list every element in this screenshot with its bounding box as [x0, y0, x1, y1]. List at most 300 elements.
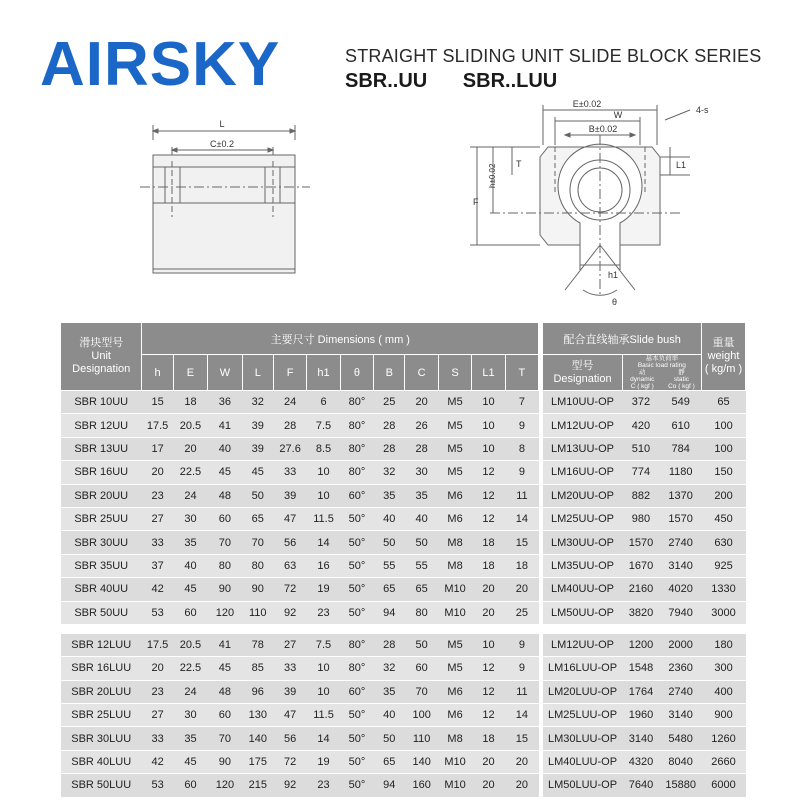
- table-cell: 28: [273, 414, 306, 437]
- table-cell: 65: [374, 578, 405, 601]
- table-cell: 70: [405, 680, 438, 703]
- table-cell: 33: [142, 531, 173, 554]
- table-row: [61, 391, 746, 414]
- table-cell: 1330: [702, 578, 746, 601]
- table-row: [61, 633, 746, 656]
- table-cell: 2000: [660, 633, 702, 656]
- table-cell: 784: [660, 437, 702, 460]
- table-cell: 2740: [660, 680, 702, 703]
- table-cell: 50°: [340, 750, 373, 773]
- table-cell: 30: [173, 507, 207, 530]
- table-row: [61, 507, 746, 530]
- table-cell: 40: [208, 437, 242, 460]
- table-cell: 9: [505, 633, 539, 656]
- unit-designation-cell: SBR 25LUU: [61, 704, 142, 727]
- table-cell: 12: [472, 484, 505, 507]
- table-cell: 1260: [702, 727, 746, 750]
- header-weight-cn: 重量: [712, 337, 735, 349]
- table-row: [61, 704, 746, 727]
- header-bush-model-cn: 型号: [571, 359, 594, 372]
- table-cell: 39: [273, 484, 306, 507]
- header-col-s: S: [438, 355, 471, 391]
- table-cell: 50°: [340, 727, 373, 750]
- table-cell: 120: [208, 601, 242, 624]
- table-cell: 7: [505, 391, 539, 414]
- table-cell: 3140: [622, 727, 660, 750]
- table-cell: 20.5: [173, 633, 207, 656]
- table-cell: 53: [142, 601, 173, 624]
- table-cell: 15880: [660, 774, 702, 797]
- table-cell: 60: [173, 601, 207, 624]
- table-cell: 300: [702, 657, 746, 680]
- table-cell: M8: [438, 554, 471, 577]
- header-load-rating: [622, 355, 701, 391]
- table-row: [61, 750, 746, 773]
- table-cell: 50°: [340, 704, 373, 727]
- table-row: [61, 774, 746, 797]
- dim-t-label: T: [516, 159, 522, 169]
- table-cell: 32: [242, 391, 273, 414]
- table-cell: 60: [405, 657, 438, 680]
- header-dynamic-unit: C ( kgf ): [630, 383, 654, 390]
- table-cell: 47: [273, 704, 306, 727]
- front-view-drawing: [470, 105, 690, 295]
- header-weight-unit: ( kg/m ): [704, 363, 743, 375]
- header-static-unit: Co ( kgf ): [668, 383, 695, 390]
- bush-designation-cell: LM16LUU-OP: [543, 657, 622, 680]
- bush-designation-cell: LM30UU-OP: [543, 531, 622, 554]
- header-unit-cn: 滑块型号: [79, 337, 124, 349]
- table-cell: 1764: [622, 680, 660, 703]
- table-cell: 50: [374, 531, 405, 554]
- table-cell: 80°: [340, 391, 373, 414]
- table-cell: 63: [273, 554, 306, 577]
- table-cell: 20: [142, 461, 173, 484]
- table-row: [61, 414, 746, 437]
- header-col-l1: L1: [472, 355, 505, 391]
- table-cell: 37: [142, 554, 173, 577]
- table-cell: 20: [472, 774, 505, 797]
- table-cell: 80°: [340, 657, 373, 680]
- table-cell: 140: [405, 750, 438, 773]
- table-cell: 200: [702, 484, 746, 507]
- table-cell: 70: [208, 727, 242, 750]
- unit-designation-cell: SBR 35UU: [61, 554, 142, 577]
- table-cell: 980: [622, 507, 660, 530]
- table-cell: 50: [374, 727, 405, 750]
- table-cell: M5: [438, 461, 471, 484]
- table-cell: 60°: [340, 680, 373, 703]
- table-cell: 50°: [340, 578, 373, 601]
- table-cell: 18: [472, 727, 505, 750]
- table-cell: 35: [405, 484, 438, 507]
- bush-designation-cell: LM20UU-OP: [543, 484, 622, 507]
- table-cell: 24: [173, 680, 207, 703]
- table-cell: 12: [472, 461, 505, 484]
- table-cell: 20: [505, 578, 539, 601]
- unit-designation-cell: SBR 40LUU: [61, 750, 142, 773]
- header-static: [662, 369, 701, 390]
- table-cell: 90: [208, 578, 242, 601]
- table-cell: 175: [242, 750, 273, 773]
- table-cell: 50°: [340, 601, 373, 624]
- table-cell: 92: [273, 774, 306, 797]
- dim-c-label: C±0.2: [210, 139, 234, 149]
- series-title: STRAIGHT SLIDING UNIT SLIDE BLOCK SERIES: [345, 46, 762, 66]
- table-header: [61, 323, 746, 391]
- table-cell: 96: [242, 680, 273, 703]
- table-cell: 160: [405, 774, 438, 797]
- table-cell: 372: [622, 391, 660, 414]
- table-cell: 1548: [622, 657, 660, 680]
- table-cell: 130: [242, 704, 273, 727]
- bush-designation-cell: LM20LUU-OP: [543, 680, 622, 703]
- header-col-w: W: [208, 355, 242, 391]
- bush-designation-cell: LM25UU-OP: [543, 507, 622, 530]
- table-cell: 42: [142, 578, 173, 601]
- table-cell: 12: [472, 657, 505, 680]
- table-cell: 882: [622, 484, 660, 507]
- header-load-rating-cn: 基本负荷率: [645, 355, 679, 362]
- table-cell: 94: [374, 774, 405, 797]
- dim-b-label: B±0.02: [588, 124, 618, 134]
- table-cell: 18: [472, 531, 505, 554]
- table-cell: 9: [505, 414, 539, 437]
- table-cell: 92: [273, 601, 306, 624]
- table-cell: 45: [242, 461, 273, 484]
- table-cell: 27: [142, 704, 173, 727]
- bush-designation-cell: LM30LUU-OP: [543, 727, 622, 750]
- table-cell: 400: [702, 680, 746, 703]
- table-cell: 35: [173, 531, 207, 554]
- table-row: [61, 727, 746, 750]
- table-cell: 10: [472, 633, 505, 656]
- table-cell: 4020: [660, 578, 702, 601]
- table-cell: 20: [405, 391, 438, 414]
- table-cell: 60: [208, 704, 242, 727]
- table-cell: M6: [438, 507, 471, 530]
- table-cell: 3140: [660, 554, 702, 577]
- table-row: [61, 484, 746, 507]
- table-cell: 14: [505, 507, 539, 530]
- table-cell: 24: [273, 391, 306, 414]
- table-cell: 3000: [702, 601, 746, 624]
- table-cell: 12: [472, 704, 505, 727]
- header-dynamic-label: dynamic: [630, 376, 655, 383]
- bush-designation-cell: LM35UU-OP: [543, 554, 622, 577]
- bush-designation-cell: LM40UU-OP: [543, 578, 622, 601]
- table-cell: 65: [242, 507, 273, 530]
- dim-e-label: E±0.02: [572, 99, 602, 109]
- unit-designation-cell: SBR 50LUU: [61, 774, 142, 797]
- table-cell: M6: [438, 704, 471, 727]
- header-static-label: static: [673, 376, 690, 383]
- table-cell: 28: [374, 633, 405, 656]
- table-cell: 7640: [622, 774, 660, 797]
- unit-designation-cell: SBR 12LUU: [61, 633, 142, 656]
- table-cell: 1180: [660, 461, 702, 484]
- table-cell: 70: [208, 531, 242, 554]
- table-cell: 40: [374, 507, 405, 530]
- table-cell: 41: [208, 414, 242, 437]
- table-cell: 2740: [660, 531, 702, 554]
- header-unit-designation: [61, 323, 142, 391]
- table-cell: 9: [505, 657, 539, 680]
- table-cell: 25: [505, 601, 539, 624]
- table-cell: 10: [307, 680, 340, 703]
- table-cell: 7.5: [307, 414, 340, 437]
- table-cell: 39: [273, 680, 306, 703]
- header-load-rating-en: Basic load rating: [637, 362, 686, 369]
- unit-designation-cell: SBR 13UU: [61, 437, 142, 460]
- table-cell: 48: [208, 680, 242, 703]
- table-row: [61, 461, 746, 484]
- dim-l-label: L: [219, 119, 225, 129]
- unit-designation-cell: SBR 10UU: [61, 391, 142, 414]
- table-cell: 28: [374, 414, 405, 437]
- table-cell: 72: [273, 578, 306, 601]
- table-cell: 33: [273, 657, 306, 680]
- unit-designation-cell: SBR 40UU: [61, 578, 142, 601]
- table-cell: 50°: [340, 507, 373, 530]
- table-cell: 20: [173, 437, 207, 460]
- table-cell: 25: [374, 391, 405, 414]
- table-cell: 23: [307, 601, 340, 624]
- table-cell: 27: [142, 507, 173, 530]
- dim-theta-label: θ: [612, 297, 618, 307]
- table-cell: 70: [242, 531, 273, 554]
- table-cell: M6: [438, 680, 471, 703]
- table-cell: 27.6: [273, 437, 306, 460]
- header-bush-designation: [543, 355, 622, 391]
- table-cell: 65: [374, 750, 405, 773]
- table-cell: 39: [242, 414, 273, 437]
- table-cell: 27: [273, 633, 306, 656]
- bush-designation-cell: LM16UU-OP: [543, 461, 622, 484]
- header-col-c: C: [405, 355, 438, 391]
- table-cell: 100: [702, 414, 746, 437]
- header-col-h: h: [142, 355, 173, 391]
- bush-designation-cell: LM10UU-OP: [543, 391, 622, 414]
- header-unit-en: Unit: [91, 350, 111, 362]
- table-row: [61, 601, 746, 624]
- table-cell: 90: [208, 750, 242, 773]
- unit-designation-cell: SBR 25UU: [61, 507, 142, 530]
- table-cell: 1200: [622, 633, 660, 656]
- header-slide-bush: 配合直线轴承Slide bush: [543, 323, 702, 355]
- table-cell: 2660: [702, 750, 746, 773]
- bush-designation-cell: LM40LUU-OP: [543, 750, 622, 773]
- model-names: [345, 70, 587, 93]
- table-cell: 80°: [340, 633, 373, 656]
- table-cell: M5: [438, 414, 471, 437]
- header-weight: [702, 323, 746, 391]
- table-cell: 39: [242, 437, 273, 460]
- table-cell: 72: [273, 750, 306, 773]
- drawing-svg: [0, 95, 800, 315]
- table-cell: 630: [702, 531, 746, 554]
- table-cell: 215: [242, 774, 273, 797]
- table-row: [61, 531, 746, 554]
- table-cell: 80°: [340, 437, 373, 460]
- table-cell: 510: [622, 437, 660, 460]
- table-cell: 41: [208, 633, 242, 656]
- table-body-luu: [61, 633, 746, 797]
- table-cell: 40: [374, 704, 405, 727]
- table-cell: M10: [438, 774, 471, 797]
- bush-designation-cell: LM13UU-OP: [543, 437, 622, 460]
- table-cell: 78: [242, 633, 273, 656]
- unit-designation-cell: SBR 20UU: [61, 484, 142, 507]
- technical-drawing: [0, 95, 800, 315]
- table-cell: 11: [505, 484, 539, 507]
- table-cell: 4320: [622, 750, 660, 773]
- table-cell: 40: [405, 507, 438, 530]
- model-uu: SBR..UU: [345, 70, 428, 92]
- table-cell: 18: [505, 554, 539, 577]
- table-cell: 6: [307, 391, 340, 414]
- table-cell: 90: [242, 578, 273, 601]
- table-cell: 28: [405, 437, 438, 460]
- table-cell: 60: [173, 774, 207, 797]
- table-cell: 774: [622, 461, 660, 484]
- header-col-theta: θ: [340, 355, 373, 391]
- unit-designation-cell: SBR 16UU: [61, 461, 142, 484]
- table-cell: 80°: [340, 461, 373, 484]
- table-cell: 12: [472, 680, 505, 703]
- header-unit-en2: Designation: [72, 363, 131, 375]
- table-cell: 10: [307, 461, 340, 484]
- table-cell: 80: [242, 554, 273, 577]
- table-cell: 65: [702, 391, 746, 414]
- table-cell: 56: [273, 531, 306, 554]
- brand-logo: AIRSKY: [40, 30, 281, 99]
- table-cell: 35: [374, 680, 405, 703]
- table-cell: 10: [472, 414, 505, 437]
- table-cell: 23: [307, 774, 340, 797]
- table-cell: 7.5: [307, 633, 340, 656]
- table-cell: 47: [273, 507, 306, 530]
- table-cell: M6: [438, 484, 471, 507]
- table-cell: 30: [405, 461, 438, 484]
- spec-table: [60, 322, 746, 798]
- table-cell: 14: [307, 531, 340, 554]
- table-cell: 22.5: [173, 461, 207, 484]
- table-cell: 10: [472, 437, 505, 460]
- header-dynamic: [623, 369, 662, 390]
- table-cell: 110: [242, 601, 273, 624]
- table-cell: 8040: [660, 750, 702, 773]
- table-cell: 45: [208, 461, 242, 484]
- table-cell: 65: [405, 578, 438, 601]
- table-cell: 10: [307, 657, 340, 680]
- unit-designation-cell: SBR 30UU: [61, 531, 142, 554]
- table-cell: 5480: [660, 727, 702, 750]
- table-row: [61, 554, 746, 577]
- bush-designation-cell: LM25LUU-OP: [543, 704, 622, 727]
- header-col-t: T: [505, 355, 539, 391]
- table-cell: 45: [208, 657, 242, 680]
- table-cell: M10: [438, 750, 471, 773]
- table-cell: 20: [505, 774, 539, 797]
- table-cell: M5: [438, 391, 471, 414]
- bush-designation-cell: LM50LUU-OP: [543, 774, 622, 797]
- table-cell: 50°: [340, 774, 373, 797]
- table-cell: 35: [374, 484, 405, 507]
- table-cell: 53: [142, 774, 173, 797]
- table-cell: 24: [173, 484, 207, 507]
- table-cell: 610: [660, 414, 702, 437]
- table-cell: 1570: [660, 507, 702, 530]
- table-cell: M8: [438, 531, 471, 554]
- table-cell: 30: [173, 704, 207, 727]
- table-cell: 10: [472, 391, 505, 414]
- table-cell: 6000: [702, 774, 746, 797]
- table-cell: 12: [472, 507, 505, 530]
- table-cell: 549: [660, 391, 702, 414]
- table-cell: 420: [622, 414, 660, 437]
- table-cell: 3140: [660, 704, 702, 727]
- table-cell: 45: [173, 578, 207, 601]
- table-cell: 3820: [622, 601, 660, 624]
- dim-f-label: F: [473, 197, 479, 207]
- table-cell: 80: [405, 601, 438, 624]
- table-cell: 20: [472, 750, 505, 773]
- table-cell: 48: [208, 484, 242, 507]
- table-cell: 19: [307, 750, 340, 773]
- table-cell: 1960: [622, 704, 660, 727]
- table-cell: 50: [405, 633, 438, 656]
- table-cell: 60: [208, 507, 242, 530]
- header-static-cn: 静: [678, 369, 685, 376]
- table-cell: 85: [242, 657, 273, 680]
- dim-w-label: W: [613, 110, 623, 120]
- table-cell: 100: [702, 437, 746, 460]
- table-cell: M8: [438, 727, 471, 750]
- table-cell: 900: [702, 704, 746, 727]
- dim-l1-label: L1: [676, 160, 687, 170]
- model-luu: SBR..LUU: [462, 70, 558, 92]
- table-row: [61, 680, 746, 703]
- table-cell: 18: [173, 391, 207, 414]
- table-cell: M5: [438, 633, 471, 656]
- table-cell: 94: [374, 601, 405, 624]
- header-bush-model-en: Designation: [553, 372, 612, 385]
- table-row: [61, 578, 746, 601]
- dim-h1-label: h1: [608, 270, 619, 280]
- table-cell: 50°: [340, 531, 373, 554]
- table-cell: 33: [273, 461, 306, 484]
- table-cell: 17.5: [142, 414, 173, 437]
- table-cell: 7940: [660, 601, 702, 624]
- table-cell: 19: [307, 578, 340, 601]
- table-cell: M10: [438, 578, 471, 601]
- table-cell: M10: [438, 601, 471, 624]
- table-row: [61, 657, 746, 680]
- table-cell: 80°: [340, 414, 373, 437]
- bush-designation-cell: LM50UU-OP: [543, 601, 622, 624]
- table-cell: 45: [173, 750, 207, 773]
- table-cell: 14: [307, 727, 340, 750]
- table-cell: 18: [472, 554, 505, 577]
- table-cell: 26: [405, 414, 438, 437]
- table-cell: 40: [173, 554, 207, 577]
- table-cell: 50: [242, 484, 273, 507]
- table-cell: M5: [438, 657, 471, 680]
- table-cell: 11.5: [307, 507, 340, 530]
- unit-designation-cell: SBR 30LUU: [61, 727, 142, 750]
- table-cell: 925: [702, 554, 746, 577]
